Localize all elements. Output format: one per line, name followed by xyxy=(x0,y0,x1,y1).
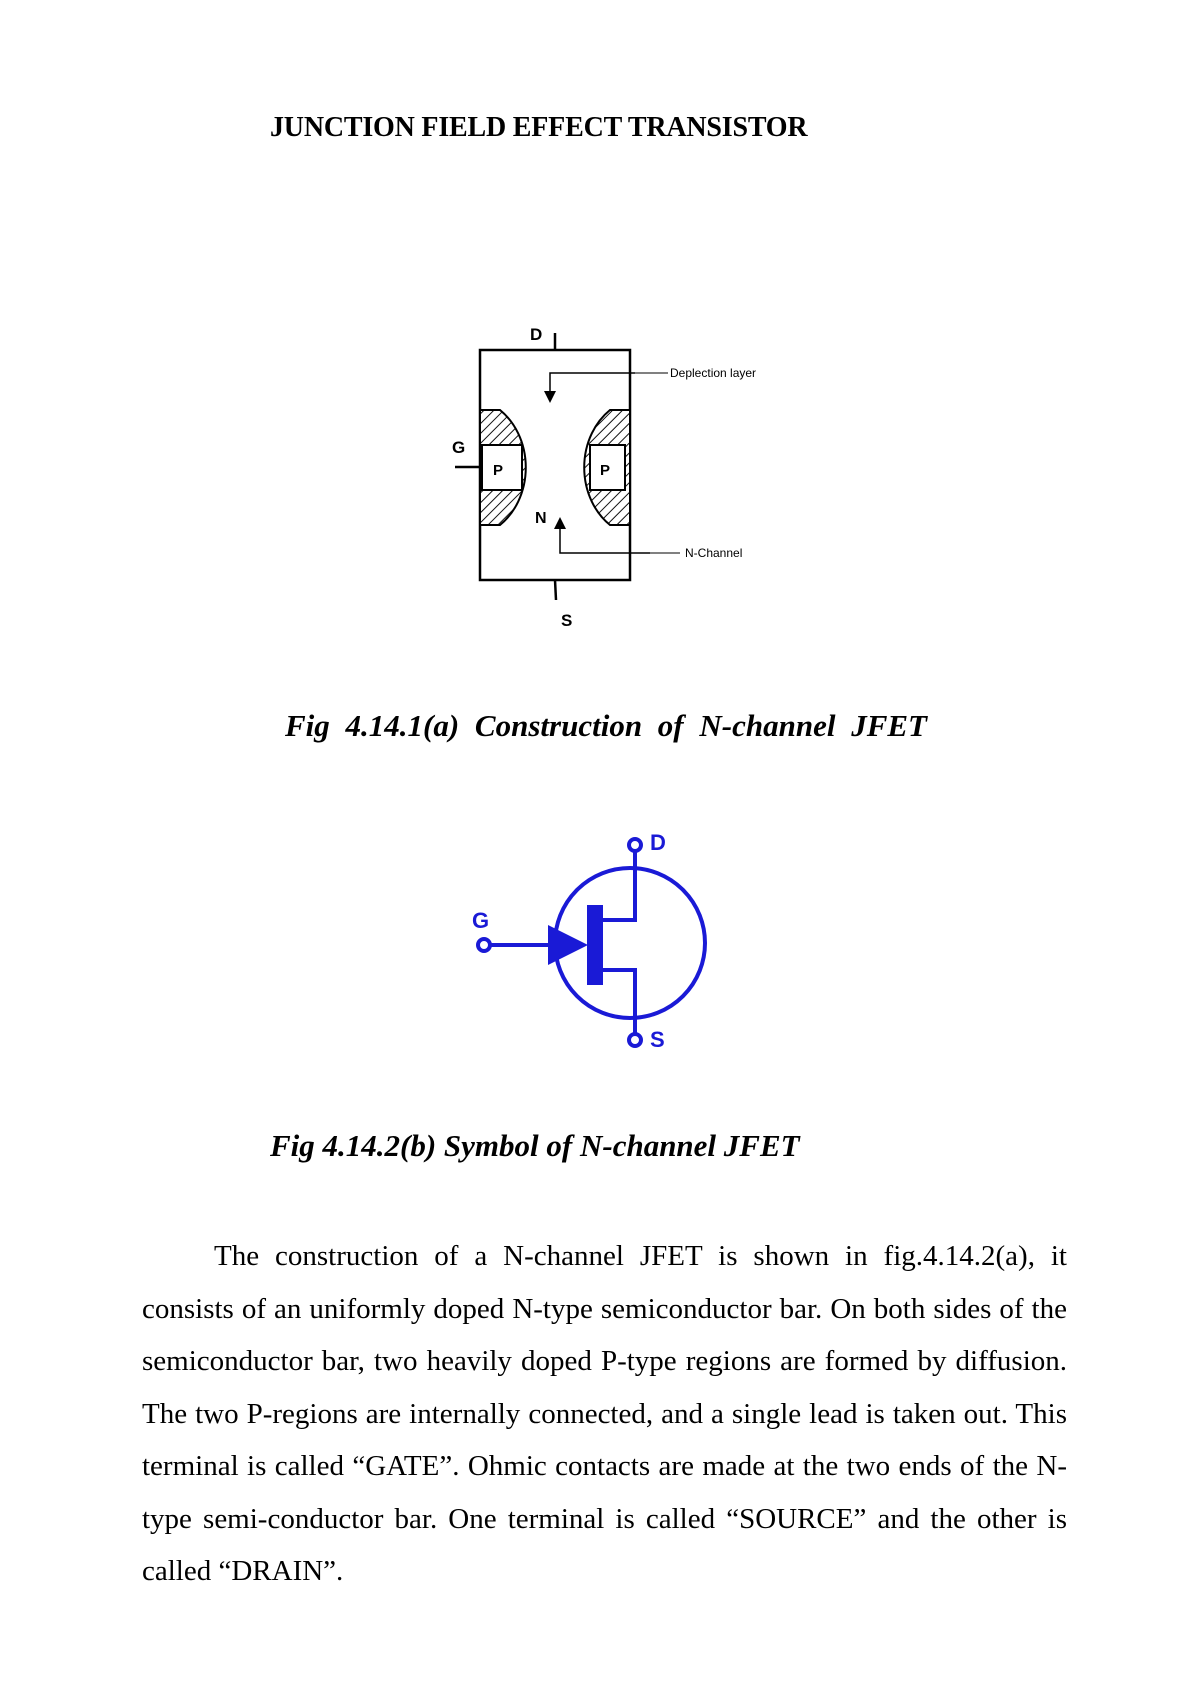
body-paragraph: The construction of a N-channel JFET is shown in fig.4.14.2(a), it consists of an uniformly doped N-type semiconductor bar. On both sides of the semiconductor bar, two heavily doped P-type regions are formed by diffusion. The two P-regions are internally connected, and a single lead is taken out. This terminal is called “GATE”. Ohmic contacts are made at the two ends of the N-type semi-conductor bar. One terminal is called “SOURCE” and the other is called “DRAIN”. xyxy=(142,1240,1067,1587)
n-channel-label: N-Channel xyxy=(685,546,743,560)
page-title: JUNCTION FIELD EFFECT TRANSISTOR xyxy=(270,112,808,143)
symbol-drain-label: D xyxy=(650,830,666,855)
channel-pointer-line xyxy=(560,523,650,553)
source-terminal-dot xyxy=(629,1034,641,1046)
drain-terminal-dot xyxy=(629,839,641,851)
depletion-layer-label: Deplection layer xyxy=(670,366,757,380)
source-terminal-line xyxy=(600,970,635,1035)
symbol-gate-label: G xyxy=(472,908,490,933)
source-lead xyxy=(555,580,556,600)
gate-label: G xyxy=(452,438,466,457)
figure1-caption: Fig 4.14.1(a) Construction of N-channel JFET xyxy=(285,708,927,743)
gate-terminal-dot xyxy=(478,939,490,951)
left-p-label: P xyxy=(493,462,504,479)
channel-bar xyxy=(587,905,603,985)
figure2-caption: Fig 4.14.2(b) Symbol of N-channel JFET xyxy=(270,1128,800,1163)
drain-terminal-line xyxy=(600,850,635,920)
drain-label: D xyxy=(530,325,543,344)
jfet-symbol-diagram xyxy=(470,825,740,1055)
symbol-source-label: S xyxy=(650,1027,665,1052)
source-label: S xyxy=(561,611,573,630)
n-label: N xyxy=(535,510,547,527)
depletion-pointer-line xyxy=(550,373,635,397)
jfet-construction-diagram xyxy=(430,315,800,635)
right-p-label: P xyxy=(600,462,611,479)
